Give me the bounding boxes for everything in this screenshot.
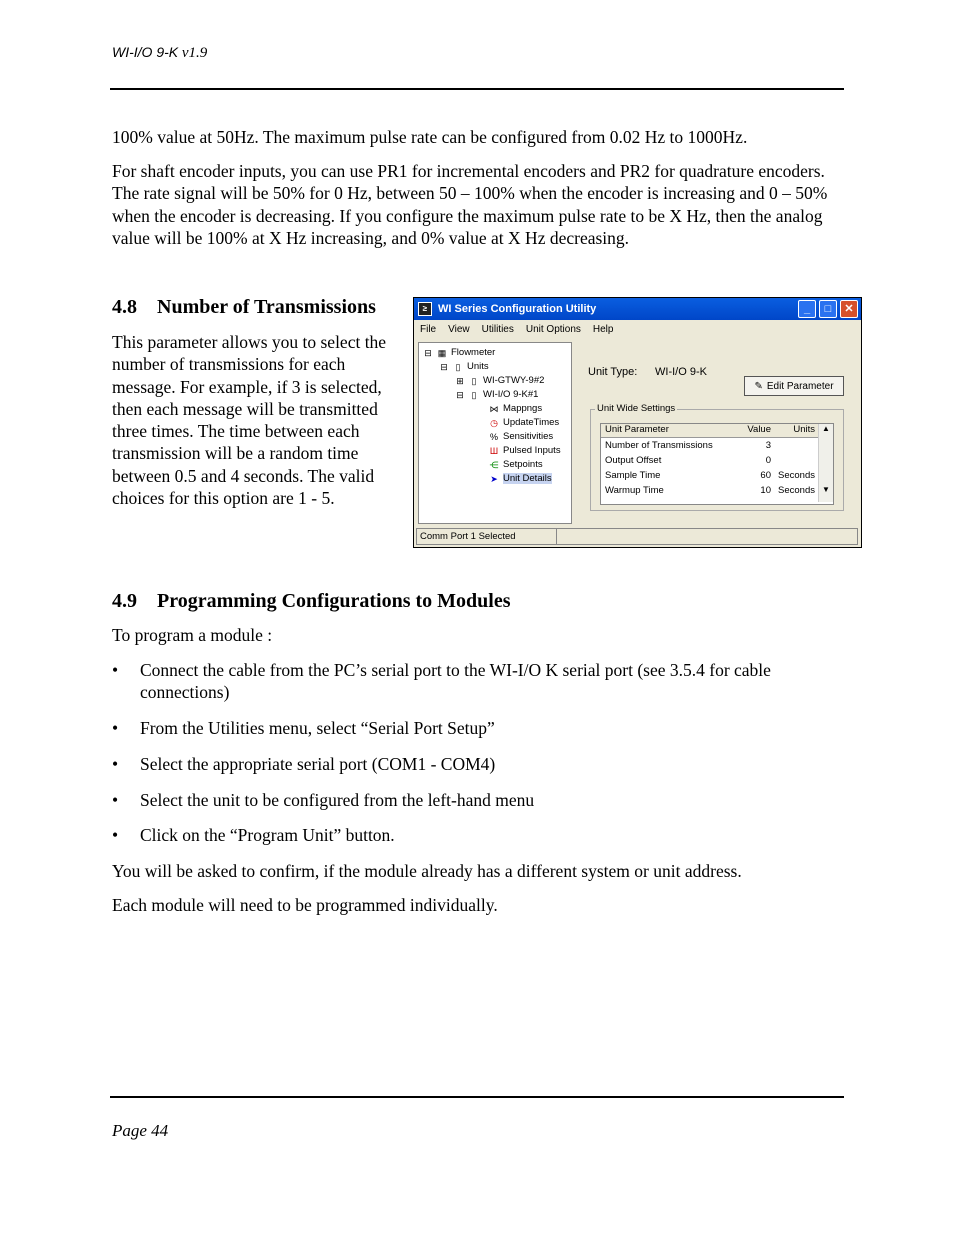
collapse-icon[interactable]: ⊟ [424, 347, 432, 358]
tree-item-update-times[interactable]: ◷ UpdateTimes [490, 417, 560, 428]
collapse-icon[interactable]: ⊟ [440, 361, 448, 372]
network-icon: ▦ [437, 347, 447, 358]
list-header [601, 424, 833, 438]
tree-item-unit-details[interactable]: ➤ Unit Details [490, 473, 552, 484]
list-item: • Click on the “Program Unit” button. [112, 824, 842, 846]
close-icon[interactable]: ✕ [840, 300, 858, 318]
section-number: 4.8 [112, 296, 137, 318]
list-item: • From the Utilities menu, select “Serial Port Setup” [112, 717, 842, 739]
scroll-up-icon[interactable]: ▲ [822, 424, 830, 433]
tree-item-gateway[interactable]: ⊞ ▯ WI-GTWY-9#2 [456, 375, 545, 386]
section-number: 4.9 [112, 590, 137, 612]
minimize-icon[interactable]: _ [798, 300, 816, 318]
menu-utilities[interactable]: Utilities [481, 323, 514, 335]
list-item: • Select the unit to be configured from the left-hand menu [112, 789, 842, 811]
list-row[interactable]: Sample Time 60 Seconds [605, 470, 815, 481]
column-header-value[interactable]: Value [747, 424, 771, 435]
tree-item-sensitivities[interactable]: % Sensitivities [489, 431, 554, 442]
list-item: • Select the appropriate serial port (COM1 - COM4) [112, 753, 842, 775]
list-row[interactable]: Number of Transmissions 3 [605, 440, 771, 451]
paragraph: You will be asked to confirm, if the module already has a different system or unit address. [112, 861, 742, 881]
percent-icon: % [489, 431, 498, 442]
unit-type-value: WI-I/O 9-K [655, 366, 707, 378]
paragraph: For shaft encoder inputs, you can use PR1 for incremental encoders and PR2 for quadrature encoders. The rate signal will be 50% for 0 Hz, between 50 – 100% when the encoder is increasing and 0 – 50% when the encoder is decreasing. If you configure the maximum pulse rate to be X Hz, then the analog value will be 100% at X Hz increasing, and 0% value at X Hz decreasing. [112, 161, 828, 248]
maximize-icon[interactable]: □ [819, 300, 837, 318]
menu-bar [414, 320, 861, 338]
header-title: WI-I/O 9-K [112, 44, 179, 60]
bullet-list [112, 659, 842, 860]
tree-view [418, 342, 572, 524]
tree-item-setpoints[interactable]: ⋲ Setpoints [489, 459, 543, 470]
menu-view[interactable]: View [448, 323, 470, 335]
collapse-icon[interactable]: ⊟ [456, 389, 464, 400]
section-title: Programming Configurations to Modules [157, 590, 511, 612]
menu-unit-options[interactable]: Unit Options [525, 323, 581, 335]
unit-icon: ▯ [471, 375, 477, 386]
tree-item-units[interactable]: ⊟ ▯ Units [440, 361, 489, 372]
header-rule [110, 88, 844, 90]
expand-icon[interactable]: ⊞ [456, 375, 464, 386]
window-title: WI Series Configuration Utility [438, 303, 597, 315]
running-header [112, 44, 207, 62]
parameter-list [600, 423, 834, 505]
mapping-icon: ⋈ [489, 403, 499, 414]
edit-icon: ✎ [754, 380, 763, 392]
list-item: • Connect the cable from the PC’s serial port to the WI-I/O K serial port (see 3.5.4 for cable connections) [112, 659, 842, 704]
paragraph: This parameter allows you to select the number of transmissions for each message. For example, if 3 is selected, then each message will be transmitted three times. The time between each transmission will be a random time between 0.5 and 4 seconds. The valid choices for this option are 1 - 5. [112, 332, 387, 509]
edit-parameter-button[interactable]: ✎ Edit Parameter [744, 376, 844, 396]
scroll-down-icon[interactable]: ▼ [822, 485, 830, 494]
paragraph: Each module will need to be programmed individually. [112, 895, 498, 915]
section-heading-4-9 [112, 590, 511, 613]
tree-item-pulsed-inputs[interactable]: Ш Pulsed Inputs [489, 445, 561, 456]
tree-item-flowmeter[interactable]: ⊟ ▦ Flowmeter [424, 347, 496, 358]
footer-rule [110, 1096, 844, 1098]
header-version: v1.9 [178, 45, 208, 61]
tree-item-io-module[interactable]: ⊟ ▯ WI-I/O 9-K#1 [456, 389, 539, 400]
menu-file[interactable]: File [420, 323, 437, 335]
unit-type-label: Unit Type: [588, 366, 638, 378]
tree-item-mappings[interactable]: ⋈ Mappngs [489, 403, 543, 414]
pulse-icon: Ш [489, 445, 499, 456]
arrow-right-icon: ➤ [490, 473, 498, 484]
column-header-units[interactable]: Units [793, 424, 815, 435]
title-bar [414, 298, 861, 320]
section-heading-4-8 [112, 296, 376, 319]
group-label: Unit Wide Settings [597, 403, 676, 414]
status-bar: Comm Port 1 Selected [416, 528, 557, 545]
list-scrollbar[interactable] [818, 424, 833, 502]
menu-help[interactable]: Help [592, 323, 614, 335]
list-row[interactable]: Output Offset 0 [605, 455, 771, 466]
unit-icon: ▯ [471, 389, 477, 400]
app-window-screenshot [413, 297, 862, 548]
section-title: Number of Transmissions [157, 296, 376, 318]
unit-icon: ▯ [455, 361, 461, 372]
paragraph: 100% value at 50Hz. The maximum pulse rate can be configured from 0.02 Hz to 1000Hz. [112, 127, 748, 147]
list-row[interactable]: Warmup Time 10 Seconds [605, 485, 815, 496]
setpoint-icon: ⋲ [489, 459, 499, 470]
paragraph: To program a module : [112, 625, 273, 645]
clock-icon: ◷ [490, 417, 498, 428]
status-bar-panel [556, 528, 858, 545]
app-icon: ≥ [418, 302, 432, 316]
column-header-parameter[interactable]: Unit Parameter [605, 424, 669, 435]
page-number: Page 44 [112, 1121, 169, 1140]
